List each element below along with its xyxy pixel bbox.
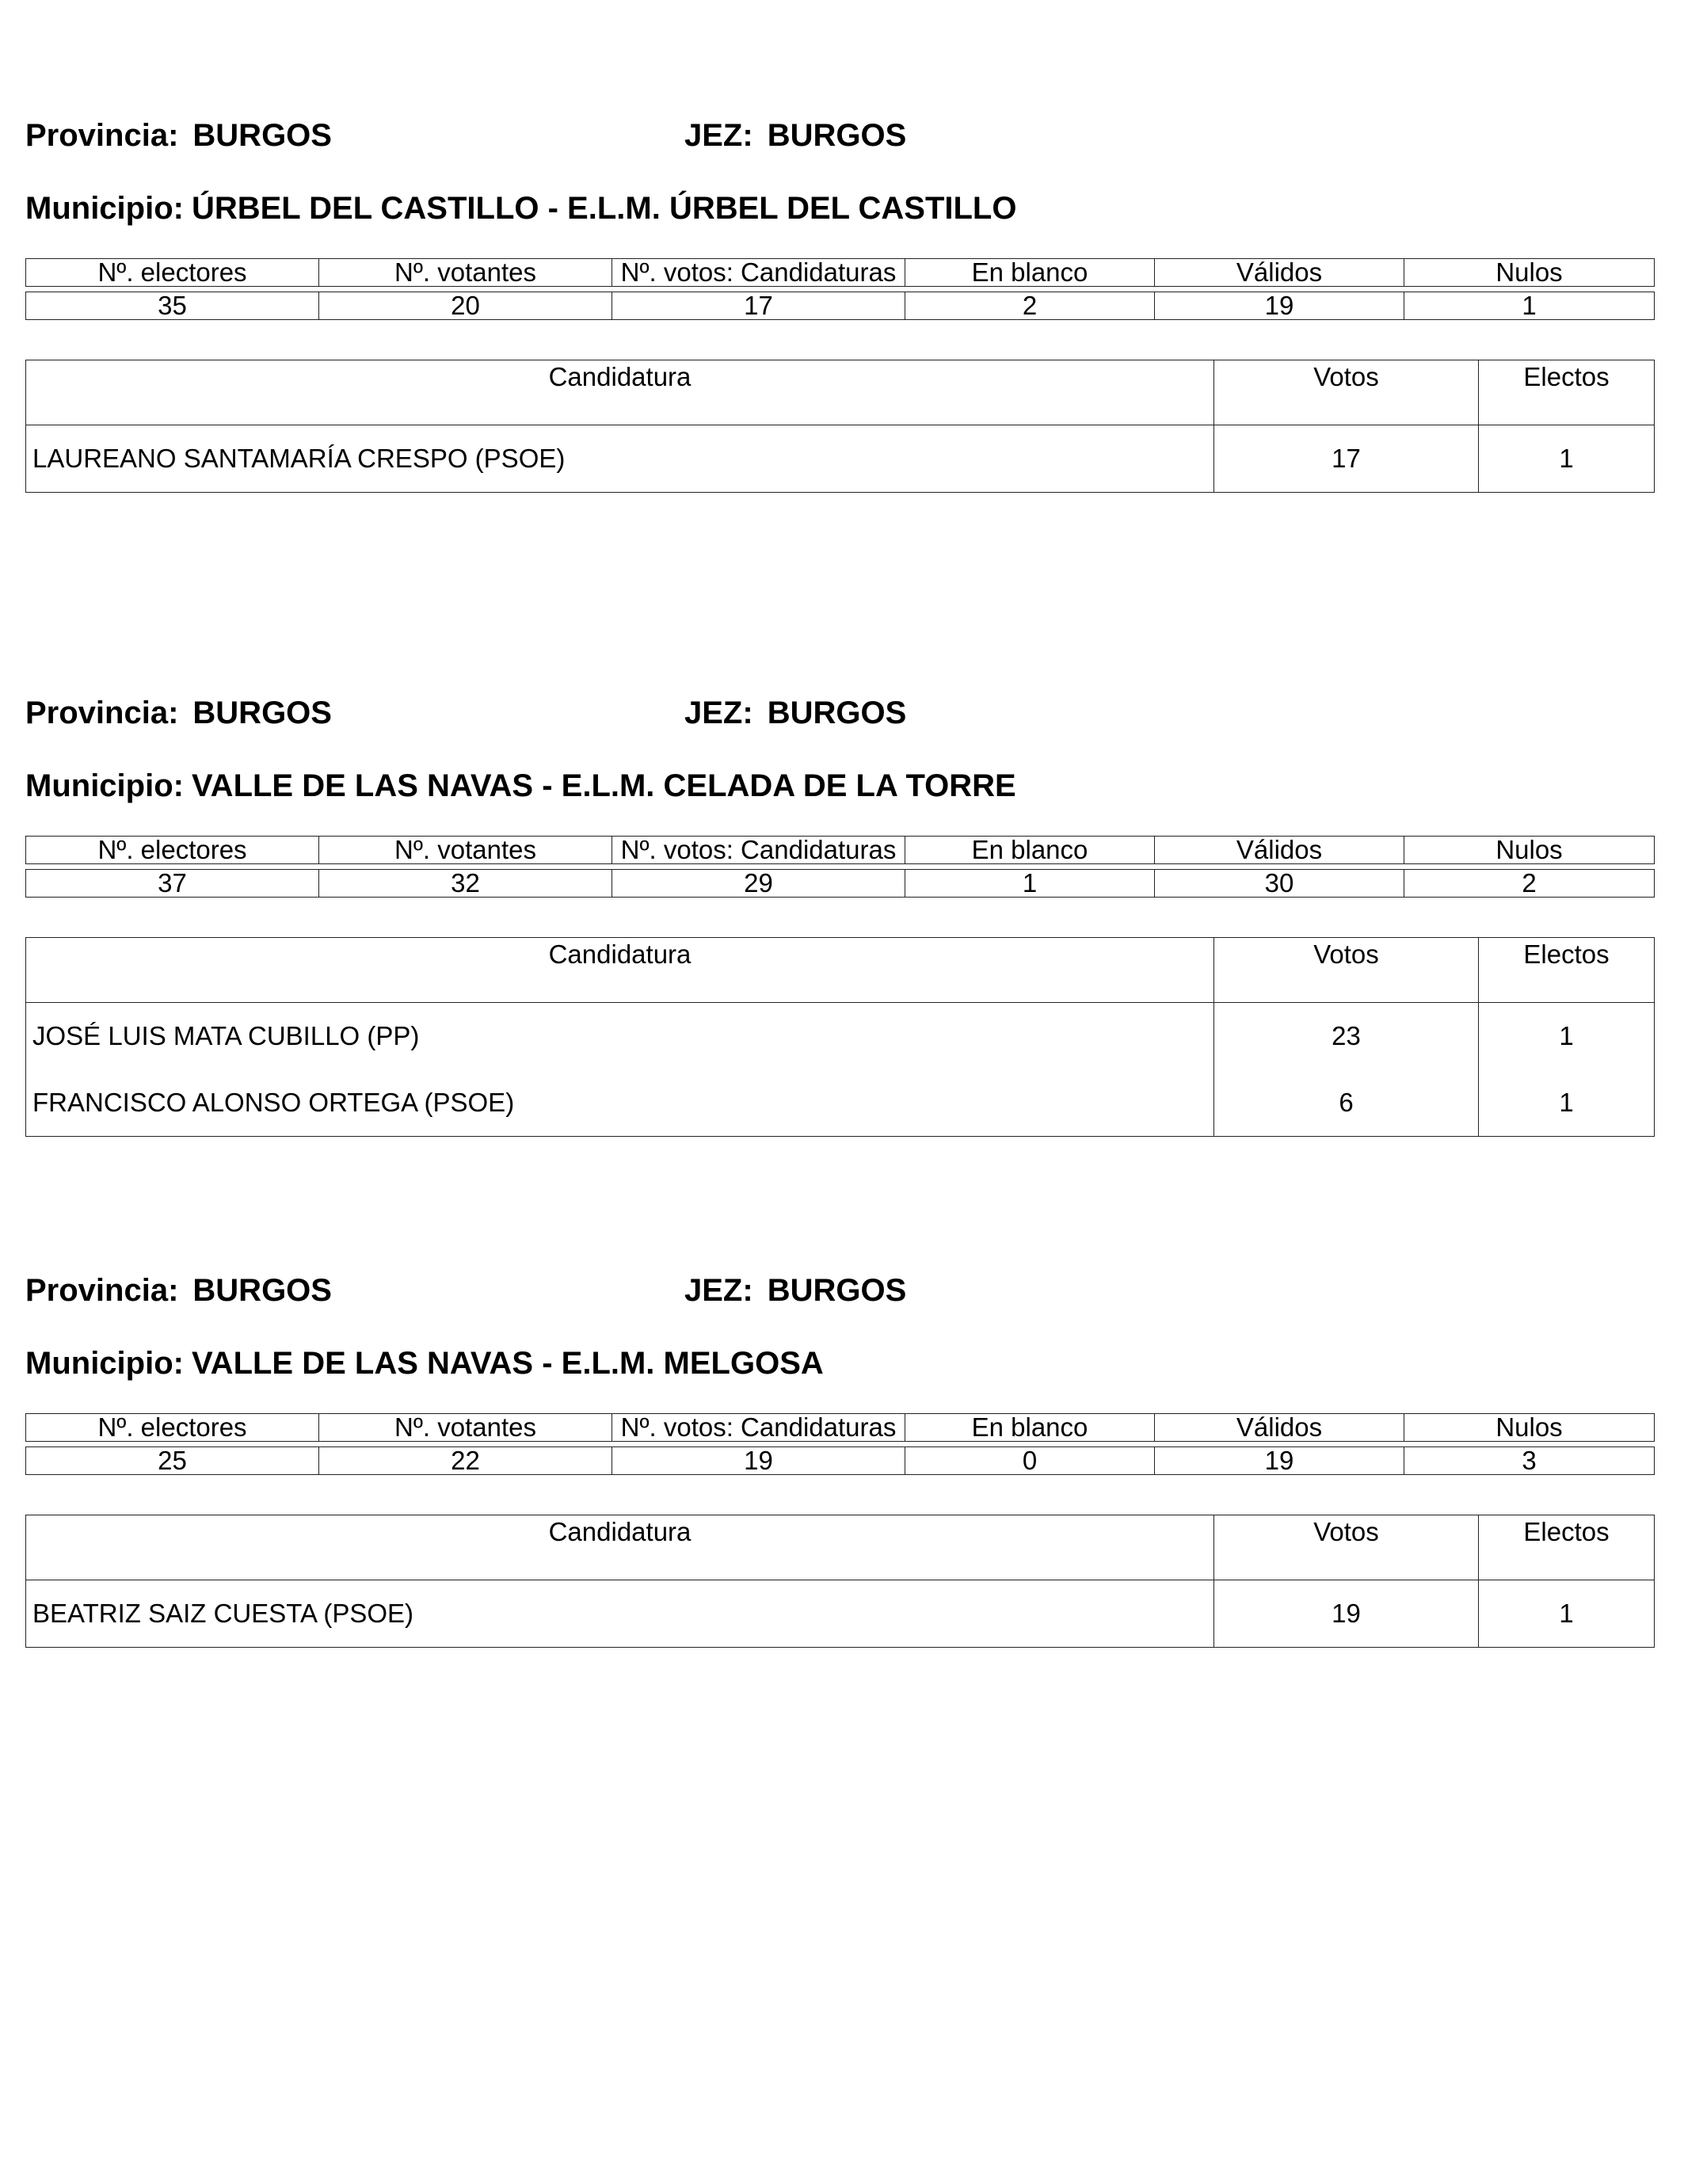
electos-header: Electos bbox=[1479, 1515, 1655, 1580]
candidates-table bbox=[25, 360, 1655, 493]
provincia-value: BURGOS bbox=[192, 1273, 332, 1308]
stats-header: Nº. votos: Candidaturas bbox=[612, 837, 905, 864]
jez-value: BURGOS bbox=[767, 118, 907, 153]
electores-value: 37 bbox=[26, 870, 319, 898]
candidates-header-row bbox=[26, 360, 1655, 425]
stats-header: Nº. votos: Candidaturas bbox=[612, 1414, 905, 1442]
municipio-value: VALLE DE LAS NAVAS - E.L.M. CELADA DE LA TORRE bbox=[191, 768, 1016, 803]
stats-header: Válidos bbox=[1155, 1414, 1404, 1442]
jez-heading: JEZ: BURGOS bbox=[684, 1273, 907, 1308]
nulos-value: 3 bbox=[1404, 1447, 1655, 1475]
candidate-electos: 1 bbox=[1479, 1069, 1655, 1137]
stats-header: Válidos bbox=[1155, 259, 1404, 287]
provincia-heading: Provincia: BURGOS bbox=[25, 696, 332, 730]
votos-header: Votos bbox=[1214, 938, 1479, 1003]
stats-header: Nº. votantes bbox=[319, 259, 612, 287]
stats-value-row bbox=[26, 292, 1655, 320]
validos-value: 19 bbox=[1155, 292, 1404, 320]
votantes-value: 32 bbox=[319, 870, 612, 898]
candidate-electos: 1 bbox=[1479, 425, 1655, 493]
validos-value: 30 bbox=[1155, 870, 1404, 898]
stats-header: Nº. electores bbox=[26, 259, 319, 287]
provincia-heading: Provincia: BURGOS bbox=[25, 1273, 332, 1308]
nulos-value: 1 bbox=[1404, 292, 1655, 320]
stats-header-row bbox=[26, 259, 1655, 287]
candidate-votos: 23 bbox=[1214, 1003, 1479, 1070]
candidates-header-row bbox=[26, 1515, 1655, 1580]
candidate-name: FRANCISCO ALONSO ORTEGA (PSOE) bbox=[26, 1069, 1214, 1137]
candidate-row bbox=[26, 425, 1655, 493]
votos-candidaturas-value: 29 bbox=[612, 870, 905, 898]
stats-header: En blanco bbox=[905, 1414, 1155, 1442]
electos-header: Electos bbox=[1479, 360, 1655, 425]
jez-value: BURGOS bbox=[767, 696, 907, 730]
validos-value: 19 bbox=[1155, 1447, 1404, 1475]
stats-header: En blanco bbox=[905, 837, 1155, 864]
provincia-heading: Provincia: BURGOS bbox=[25, 118, 332, 153]
stats-header: Nulos bbox=[1404, 837, 1655, 864]
stats-header: Nº. electores bbox=[26, 837, 319, 864]
candidates-table bbox=[25, 1515, 1655, 1648]
stats-header: En blanco bbox=[905, 259, 1155, 287]
candidate-votos: 19 bbox=[1214, 1580, 1479, 1648]
candidate-name: LAUREANO SANTAMARÍA CRESPO (PSOE) bbox=[26, 425, 1214, 493]
stats-header: Nulos bbox=[1404, 1414, 1655, 1442]
candidate-electos: 1 bbox=[1479, 1580, 1655, 1648]
municipio-value: VALLE DE LAS NAVAS - E.L.M. MELGOSA bbox=[191, 1346, 824, 1381]
municipio-value: ÚRBEL DEL CASTILLO - E.L.M. ÚRBEL DEL CASTILLO bbox=[191, 191, 1017, 226]
provincia-value: BURGOS bbox=[192, 696, 332, 730]
candidate-votos: 17 bbox=[1214, 425, 1479, 493]
jez-value: BURGOS bbox=[767, 1273, 907, 1308]
nulos-value: 2 bbox=[1404, 870, 1655, 898]
en-blanco-value: 2 bbox=[905, 292, 1155, 320]
votos-candidaturas-value: 19 bbox=[612, 1447, 905, 1475]
electores-value: 35 bbox=[26, 292, 319, 320]
candidatura-header: Candidatura bbox=[26, 360, 1214, 425]
candidates-header-row bbox=[26, 938, 1655, 1003]
stats-value-row bbox=[26, 870, 1655, 898]
stats-header-row bbox=[26, 1414, 1655, 1442]
provincia-value: BURGOS bbox=[192, 118, 332, 153]
candidate-row bbox=[26, 1003, 1655, 1070]
stats-table bbox=[25, 836, 1655, 898]
votos-candidaturas-value: 17 bbox=[612, 292, 905, 320]
stats-header-row bbox=[26, 837, 1655, 864]
candidate-votos: 6 bbox=[1214, 1069, 1479, 1137]
electos-header: Electos bbox=[1479, 938, 1655, 1003]
candidate-row bbox=[26, 1580, 1655, 1648]
municipio-heading: Municipio: VALLE DE LAS NAVAS - E.L.M. MELGOSA bbox=[25, 1346, 824, 1381]
stats-header: Válidos bbox=[1155, 837, 1404, 864]
jez-heading: JEZ: BURGOS bbox=[684, 118, 907, 153]
votos-header: Votos bbox=[1214, 1515, 1479, 1580]
votantes-value: 20 bbox=[319, 292, 612, 320]
stats-table bbox=[25, 258, 1655, 320]
candidatura-header: Candidatura bbox=[26, 1515, 1214, 1580]
municipio-heading: Municipio: ÚRBEL DEL CASTILLO - E.L.M. ÚRBEL DEL CASTILLO bbox=[25, 191, 1017, 226]
stats-value-row bbox=[26, 1447, 1655, 1475]
candidate-row bbox=[26, 1069, 1655, 1137]
candidate-name: JOSÉ LUIS MATA CUBILLO (PP) bbox=[26, 1003, 1214, 1070]
candidate-name: BEATRIZ SAIZ CUESTA (PSOE) bbox=[26, 1580, 1214, 1648]
stats-table bbox=[25, 1413, 1655, 1475]
municipio-heading: Municipio: VALLE DE LAS NAVAS - E.L.M. CELADA DE LA TORRE bbox=[25, 768, 1016, 803]
stats-header: Nº. votantes bbox=[319, 837, 612, 864]
candidates-table bbox=[25, 937, 1655, 1137]
stats-header: Nº. votos: Candidaturas bbox=[612, 259, 905, 287]
stats-header: Nº. electores bbox=[26, 1414, 319, 1442]
electores-value: 25 bbox=[26, 1447, 319, 1475]
stats-header: Nulos bbox=[1404, 259, 1655, 287]
en-blanco-value: 0 bbox=[905, 1447, 1155, 1475]
candidate-electos: 1 bbox=[1479, 1003, 1655, 1070]
votantes-value: 22 bbox=[319, 1447, 612, 1475]
candidatura-header: Candidatura bbox=[26, 938, 1214, 1003]
jez-heading: JEZ: BURGOS bbox=[684, 696, 907, 730]
votos-header: Votos bbox=[1214, 360, 1479, 425]
stats-header: Nº. votantes bbox=[319, 1414, 612, 1442]
en-blanco-value: 1 bbox=[905, 870, 1155, 898]
